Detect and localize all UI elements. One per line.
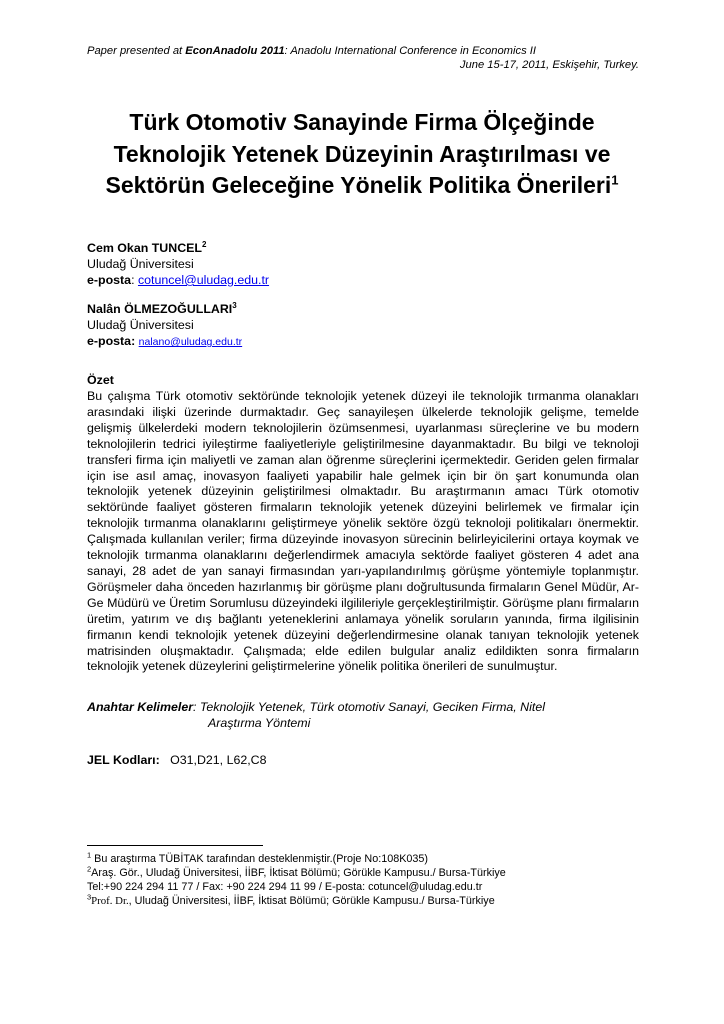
conference-full-name: : Anadolu International Conference in Economics II [284, 45, 536, 57]
abstract-heading: Özet [87, 373, 114, 387]
author-1-name-line [87, 240, 639, 256]
author-2-name: Nalân ÖLMEZOĞULLARI [87, 302, 233, 316]
author-2-email-label: e-posta: [87, 334, 136, 348]
footnote-2 [87, 866, 639, 880]
header-prefix: Paper presented at [87, 45, 186, 57]
title-line-3-text: Sektörün Geleceğine Yönelik Politika Önerileri [105, 172, 612, 198]
conference-line [87, 44, 639, 58]
footnote-3-title: Prof. Dr. [91, 895, 129, 907]
author-1-email-line [87, 272, 639, 288]
footnote-3-mark: 3 [87, 892, 92, 902]
footnote-1 [87, 852, 639, 866]
title-line-1: Türk Otomotiv Sanayinde Firma Ölçeğinde [129, 109, 595, 135]
author-1-email-link[interactable]: cotuncel@uludag.edu.tr [137, 273, 270, 287]
author-1-name: Cem Okan TUNCEL [87, 241, 202, 255]
conference-date-place: June 15-17, 2011, Eskişehir, Turkey. [459, 59, 639, 71]
author-1-email-label: e-posta [87, 273, 132, 287]
title-line-3 [60, 170, 664, 202]
author-2 [87, 301, 639, 350]
author-1-email-sep: : [131, 273, 138, 287]
footnotes [87, 852, 639, 908]
author-2-name-line [87, 301, 639, 317]
keywords-values-2: Araştırma Yöntemi [208, 716, 311, 730]
footnote-3-text: , Uludağ Üniversitesi, İİBF, İktisat Bölümü; Görükle Kampusu./ Bursa-Türkiye [128, 895, 495, 907]
keywords-label: Anahtar Kelimeler [87, 700, 194, 714]
footnote-1-mark: 1 [87, 850, 92, 860]
title-footnote-mark: 1 [611, 172, 619, 188]
jel-values: O31,D21, L62,C8 [170, 753, 267, 767]
title-line-2: Teknolojik Yetenek Düzeyinin Araştırılması ve [113, 140, 611, 167]
footnote-2-text: Araş. Gör., Uludağ Üniversitesi, İİBF, İktisat Bölümü; Görükle Kampusu./ Bursa-Türkiye [91, 867, 506, 879]
footnote-2-contact: Tel:+90 224 294 11 77 / Fax: +90 224 294 11 99 / E-posta: cotuncel@uludag.edu.tr [87, 881, 483, 893]
paper-title [60, 107, 664, 202]
footnote-1-text: Bu araştırma TÜBİTAK tarafından desteklenmiştir.(Proje No:108K035) [91, 853, 429, 865]
footnote-divider [87, 845, 263, 846]
author-2-email-line [87, 333, 639, 350]
keywords-line-1 [87, 699, 639, 715]
keywords-values-1: : Teknolojik Yetenek, Türk otomotiv Sanayi, Geciken Firma, Nitel [193, 700, 545, 714]
author-1-mark: 2 [201, 239, 207, 249]
keywords [87, 699, 639, 731]
footnote-2-mark: 2 [87, 864, 92, 874]
conference-short-name: EconAnadolu 2011 [185, 45, 285, 57]
author-2-affiliation: Uludağ Üniversitesi [87, 318, 194, 332]
jel-label: JEL Kodları: [87, 753, 160, 767]
author-2-mark: 3 [232, 300, 237, 310]
footnote-3 [87, 894, 639, 908]
abstract-body: Bu çalışma Türk otomotiv sektöründe teknolojik yetenek düzeyi ile teknolojik tırmanma olanakları arasındaki ilişki üzerinde durmaktadır. Geç sanayileşen ülkelerde teknolojik gelişme, temelde gelişmiş ülkelerdeki modern teknolojilerin özümsenmesi, uyarlanması süreçlerine ve bu modern teknolojilerin tedrici iyileştirme faaliyetleriyle geliştirilmesine dayanmaktadır. Bu bilgi ve teknoloji transferi firma için maliyetli ve zaman alan öğrenme süreçlerini içermektedir. Geriden gelen firmalar için ise asıl amaç, inovasyon faaliyeti yapabilir hale gelmek için bir ön şart konumunda olan teknolojik yetenek düzeyinin geliştirilmesi olmaktadır. Bu araştırmanın amacı Türk otomotiv sektöründe faaliyet gösteren firmaların teknolojik yetenek düzeyini belirlemek ve firmalar için teknolojik tırmanma olanaklarını geliştirmeye yönelik sektöre özgü teknoloji politikaları önermektir. Çalışmada kullanılan veriler; firma düzeyinde inovasyon sürecinin belirleyicilerini ortaya koymak ve teknolojik tırmanma olanaklarını değerlendirmek amacıyla sektörde faaliyet gösteren 4 adet ana sanayi, 28 adet de yan sanayi firmasından yarı-yapılandırılmış görüşme yöntemiyle toplanmıştır. Görüşmeler daha önceden hazırlanmış bir görüşme planı doğrultusunda firmaların Genel Müdür, Ar-Ge Müdürü ve Üretim Sorumlusu düzeyindeki ilgilileriyle gerçekleştirilmiştir. Görüşme planı firmaların üretim, yatırım ve dış bağlantı yeteneklerini anlamaya yönelik soruların yanında, firma ilgilisinin firmanın kendi teknolojik yetenek düzeyini değerlendirmesine olanak tanıyan teknolojik yetenek matrisinden oluşmaktadır. Çalışmada; elde edilen bulgular analiz edildikten sonra firmaların teknolojik yetenek düzeylerini geliştirmelerine yönelik politika önerileri de sunulmuştur. [87, 389, 639, 674]
jel-codes [87, 753, 267, 767]
conference-header [87, 44, 639, 72]
author-1-affiliation: Uludağ Üniversitesi [87, 257, 194, 271]
author-1 [87, 240, 639, 288]
author-2-email-link[interactable]: nalano@uludag.edu.tr [138, 336, 243, 348]
